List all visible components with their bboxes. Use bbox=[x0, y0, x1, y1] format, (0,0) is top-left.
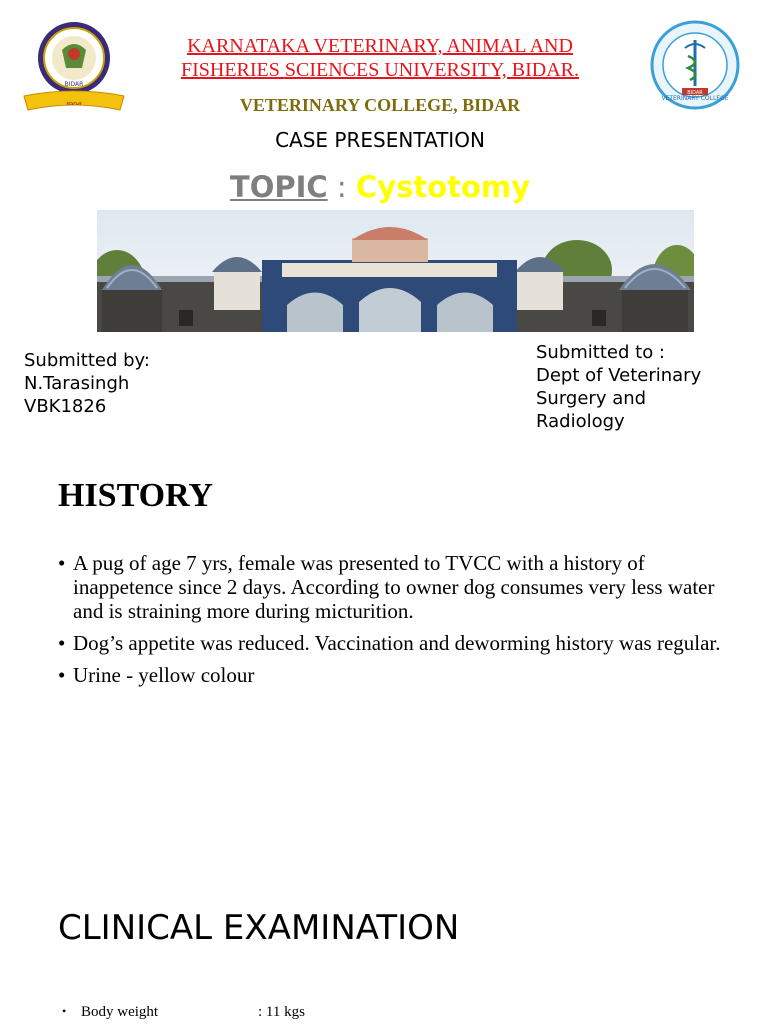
department-line2: Surgery and bbox=[536, 388, 647, 409]
campus-gate-image bbox=[97, 210, 694, 332]
history-item: • Dog’s appetite was reduced. Vaccination and deworming history was regular. bbox=[58, 631, 728, 655]
college-logo bbox=[650, 20, 740, 110]
submitted-by-label: Submitted by: bbox=[24, 350, 150, 371]
topic-separator: : bbox=[327, 170, 356, 204]
department-line3: Radiology bbox=[536, 411, 625, 432]
university-logo bbox=[22, 20, 125, 112]
department-line1: Dept of Veterinary bbox=[536, 365, 702, 386]
topic-label: TOPIC bbox=[229, 170, 328, 204]
right-logo-sub: BIDAR bbox=[687, 90, 703, 96]
clinical-row-value: : 11 kgs bbox=[258, 1004, 305, 1020]
college-title: VETERINARY COLLEGE, BIDAR bbox=[239, 95, 521, 115]
right-logo-text: VETERINARY COLLEGE bbox=[661, 95, 729, 102]
university-line2a: FISHERIES bbox=[180, 59, 285, 81]
history-item: • A pug of age 7 yrs, female was presented to TVCC with a history of inappetence since 2 days. According to owner dog consumes very less water and is straining more during micturition. bbox=[58, 551, 728, 623]
topic-value: Cystotomy bbox=[355, 170, 531, 204]
bullet-icon: • bbox=[62, 1004, 67, 1018]
left-logo-text: BIDAR bbox=[64, 81, 84, 88]
case-presentation-label: CASE PRESENTATION bbox=[275, 128, 485, 152]
university-line1: KARNATAKA VETERINARY, ANIMAL AND bbox=[187, 35, 573, 57]
history-item: • Urine - yellow colour bbox=[58, 663, 728, 687]
clinical-examination-heading: CLINICAL EXAMINATION bbox=[58, 908, 460, 948]
submitted-to-block bbox=[536, 341, 756, 433]
submitter-id: VBK1826 bbox=[24, 396, 107, 417]
svg-text:ಕರ್ನಾಟಕ: ಕರ್ನಾಟಕ bbox=[66, 101, 82, 107]
history-heading: HISTORY bbox=[58, 477, 214, 514]
clinical-row-label: Body weight bbox=[81, 1004, 159, 1020]
university-title bbox=[130, 34, 630, 82]
submitter-name: N.Tarasingh bbox=[24, 373, 130, 394]
topic-heading bbox=[130, 170, 630, 204]
history-list bbox=[58, 551, 728, 695]
university-line2b: SCIENCES UNIVERSITY, BIDAR. bbox=[284, 59, 579, 81]
submitted-by-block bbox=[24, 349, 150, 418]
submitted-to-label: Submitted to : bbox=[536, 342, 665, 363]
